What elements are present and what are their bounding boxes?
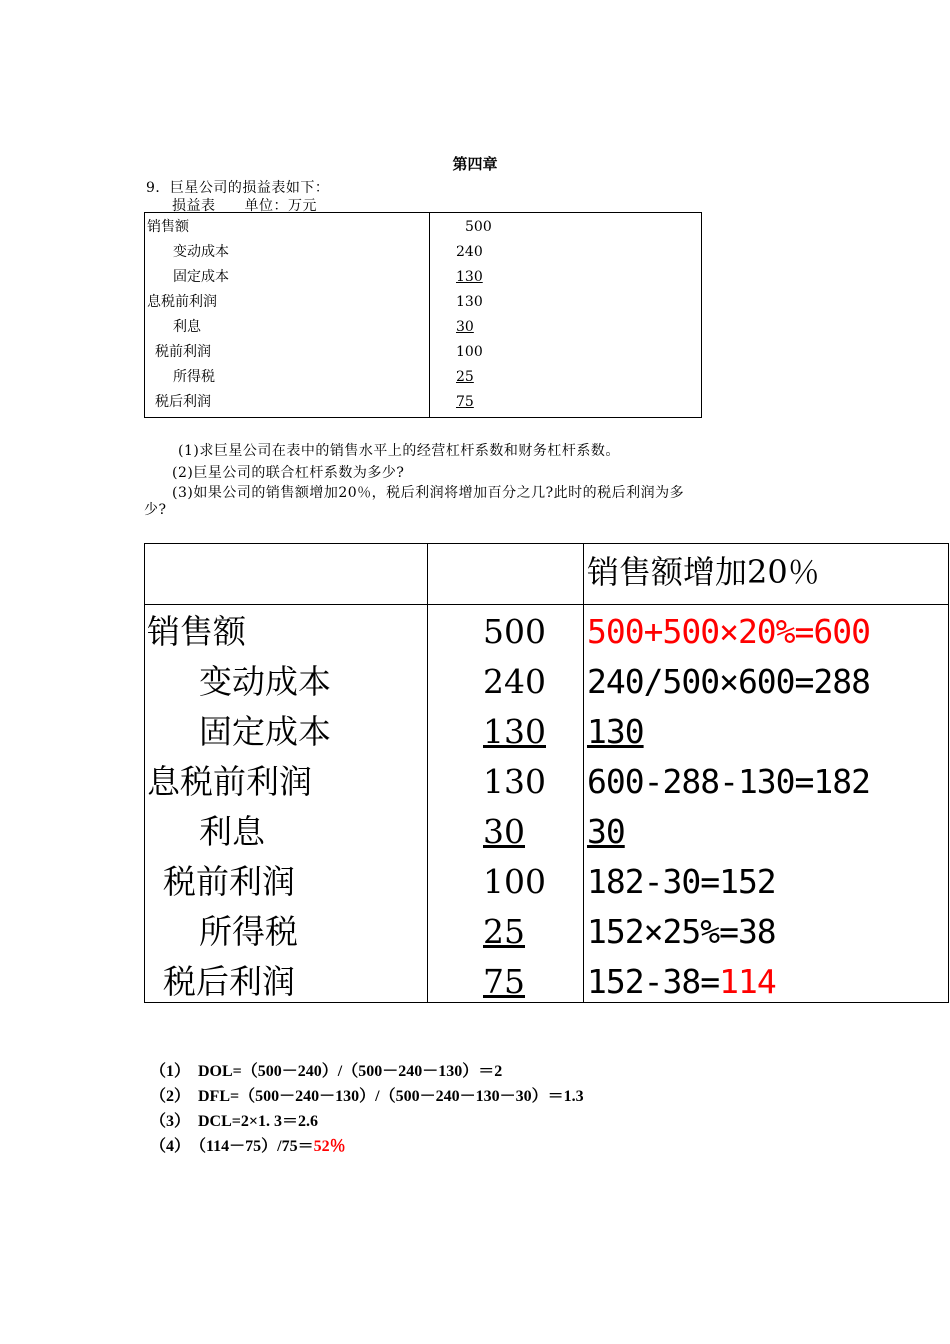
question-2: (2)巨星公司的联合杠杆系数为多少? [172,465,405,481]
row-value: 240 [456,244,483,260]
row-value: 75 [456,394,474,410]
row-value: 130 [483,762,546,801]
answer-1: （1） DOL=（500－240）/（500－240－130）＝2 [150,1063,503,1080]
table-row [145,290,701,315]
row-value: 30 [483,812,525,851]
row-value: 130 [456,269,483,285]
row-label: 所得税 [173,369,215,385]
row-label: 利息 [199,812,265,851]
row-value: 500 [465,219,492,235]
row-calc: 600-288-130=182 [587,762,871,801]
row-calc: 182-30=152 [587,862,776,901]
calculation-table [144,543,949,1003]
table-row [145,957,948,1007]
problem-intro: 9．巨星公司的损益表如下： [146,180,330,196]
row-label: 税后利润 [155,394,211,410]
calc-prefix: 152-38= [587,962,720,1001]
question-1: (1)求巨星公司在表中的销售水平上的经营杠杆系数和财务杠杆系数。 [178,443,620,459]
row-label: 税前利润 [163,862,295,901]
income-statement-table [144,212,702,418]
calc-result: 114 [719,962,776,1001]
row-label: 税前利润 [155,344,211,360]
table-row [145,340,701,365]
chapter-title: 第四章 [452,155,498,173]
table-row [145,215,701,240]
row-calc: 152×25%=38 [587,912,776,951]
row-calc: 130 [587,712,644,751]
row-calc: 240/500×600=288 [587,662,871,701]
row-label: 销售额 [147,612,246,651]
answer-4-text: （4） （114－75）/75＝ [150,1138,314,1155]
table-row [145,807,948,857]
row-label: 固定成本 [199,712,331,751]
row-value: 500 [483,612,546,651]
row-value: 130 [483,712,546,751]
row-label: 所得税 [199,912,298,951]
table-row [145,390,701,415]
table-row [145,240,701,265]
row-value: 100 [483,862,546,901]
table-row [145,265,701,290]
row-label: 变动成本 [173,244,229,260]
row-calc: 30 [587,812,625,851]
answer-4-result: 52％ [313,1138,346,1155]
table-row [145,907,948,957]
row-value: 25 [483,912,525,951]
row-calc: 500+500×20%=600 [587,612,871,651]
header-divider [145,604,948,605]
table-caption: 损益表 单位：万元 [172,198,317,214]
row-value: 30 [456,319,474,335]
question-3-continued: 少? [144,502,167,518]
row-value: 130 [456,294,483,310]
table-row [145,757,948,807]
row-value: 240 [483,662,546,701]
row-label: 息税前利润 [147,762,312,801]
column-header: 销售额增加20％ [587,553,820,591]
question-3: (3)如果公司的销售额增加20％，税后利润将增加百分之几?此时的税后利润为多 [172,485,685,501]
table-row [145,365,701,390]
row-label: 利息 [173,319,201,335]
row-label: 息税前利润 [147,294,217,310]
table-row [145,607,948,657]
row-label: 固定成本 [173,269,229,285]
row-label: 税后利润 [163,962,295,1001]
answer-4 [150,1133,346,1156]
row-calc [587,957,776,1007]
answer-2: （2） DFL=（500－240－130）/（500－240－130－30）＝1.3 [150,1088,584,1105]
table-row [145,315,701,340]
answer-3: （3） DCL=2×1. 3＝2.6 [150,1113,319,1130]
row-value: 75 [483,962,525,1001]
row-value: 100 [456,344,483,360]
table-row [145,657,948,707]
row-label: 变动成本 [199,662,331,701]
table-row [145,857,948,907]
table-row [145,707,948,757]
row-label: 销售额 [147,219,189,235]
row-value: 25 [456,369,474,385]
